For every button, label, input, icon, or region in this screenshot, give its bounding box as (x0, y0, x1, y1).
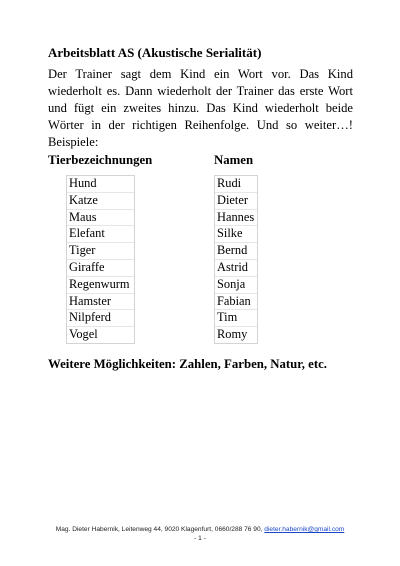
animals-heading: Tierbezeichnungen (48, 153, 153, 167)
footer (0, 526, 400, 533)
name-cell: Hannes (215, 210, 257, 227)
name-cell: Romy (217, 327, 248, 342)
name-cell: Sonja (215, 277, 257, 294)
animal-cell: Nilpferd (67, 310, 134, 327)
page-number: - 1 - (194, 535, 206, 542)
name-cell: Silke (215, 226, 257, 243)
animal-cell: Giraffe (67, 260, 134, 277)
footer-email-link[interactable]: dieter.habernik@gmail.com (264, 526, 345, 533)
names-heading: Namen (214, 153, 254, 167)
name-cell: Tim (215, 310, 257, 327)
animal-cell: Tiger (67, 243, 134, 260)
footer-address: Mag. Dieter Habernik, Leitenweg 44, 9020 Klagenfurt, 0660/288 76 90, (55, 526, 265, 533)
animals-table (66, 175, 135, 344)
animal-cell: Elefant (67, 226, 134, 243)
name-cell: Astrid (215, 260, 257, 277)
names-table (214, 175, 258, 344)
animal-cell: Regenwurm (67, 277, 134, 294)
intro-paragraph: Der Trainer sagt dem Kind ein Wort vor. Das Kind wiederholt es. Dann wiederholt der Trainer das erste Wort und fügt ein zweites hinzu. Das Kind wiederholt beide Wörter in der richtigen Reihenfolge. Und so weiter…! Beispiele: (48, 67, 353, 149)
animal-cell: Hamster (67, 294, 134, 311)
animal-cell: Hund (67, 176, 134, 193)
more-options-heading: Weitere Möglichkeiten: Zahlen, Farben, Natur, etc. (48, 357, 328, 371)
name-cell: Bernd (215, 243, 257, 260)
name-cell: Fabian (215, 294, 257, 311)
name-cell: Rudi (215, 176, 257, 193)
name-cell: Dieter (215, 193, 257, 210)
page-title: Arbeitsblatt AS (Akustische Serialität) (48, 45, 262, 60)
animal-cell: Katze (67, 193, 134, 210)
animal-cell: Maus (67, 210, 134, 227)
animal-cell: Vogel (69, 327, 98, 342)
